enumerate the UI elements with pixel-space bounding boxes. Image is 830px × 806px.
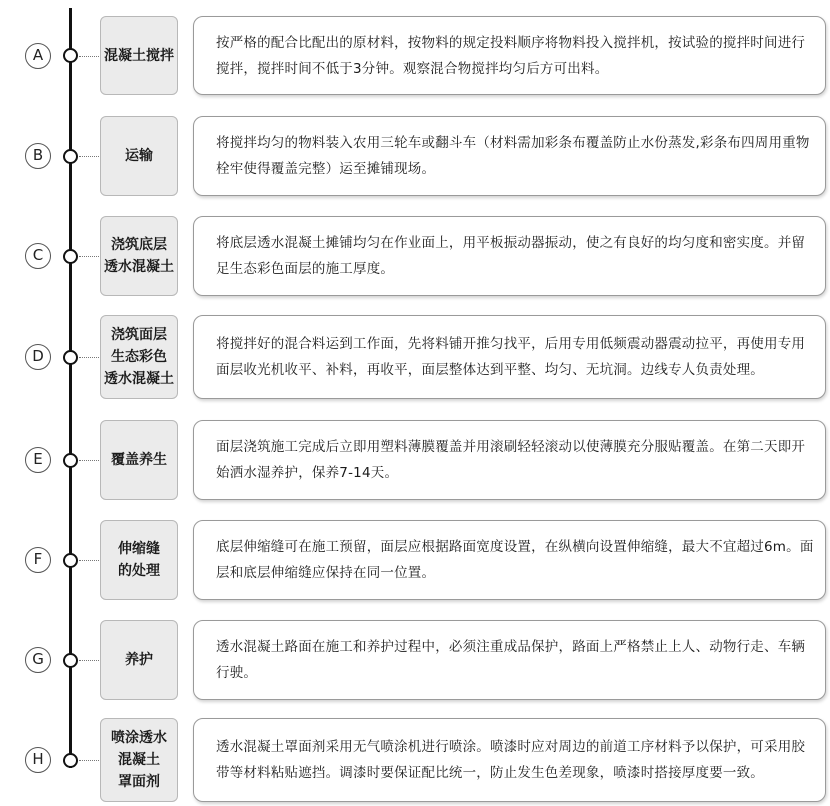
step-title-line: 伸缩缝 bbox=[118, 541, 160, 557]
step-title-line: 的处理 bbox=[118, 563, 160, 579]
step-letter-badge: A bbox=[25, 43, 51, 69]
timeline-node bbox=[63, 653, 78, 668]
step-title-box bbox=[100, 718, 178, 802]
step-description-box bbox=[193, 520, 826, 600]
step-description-text: 将搅拌均匀的物料装入农用三轮车或翻斗车（材料需加彩条布覆盖防止水份蒸发,彩条布四周用重物栓牢使得覆盖完整）运至摊铺现场。 bbox=[216, 135, 810, 177]
timeline-node bbox=[63, 249, 78, 264]
step-title-line: 浇筑面层 bbox=[111, 327, 167, 343]
step-letter-badge: C bbox=[25, 243, 51, 269]
step-description-box bbox=[193, 216, 826, 296]
timeline-node bbox=[63, 350, 78, 365]
step-letter-badge: H bbox=[25, 747, 51, 773]
step-letter-badge: G bbox=[25, 647, 51, 673]
step-description-box bbox=[193, 315, 826, 399]
timeline-node bbox=[63, 553, 78, 568]
step-description-text: 将底层透水混凝土摊铺均匀在作业面上，用平板振动器振动，使之有良好的均匀度和密实度。并留足生态彩色面层的施工厚度。 bbox=[216, 235, 806, 277]
step-title-box bbox=[100, 216, 178, 296]
step-title-line: 养护 bbox=[125, 652, 153, 668]
timeline-node bbox=[63, 149, 78, 164]
step-letter-badge: E bbox=[25, 447, 51, 473]
step-description-text: 底层伸缩缝可在施工预留，面层应根据路面宽度设置，在纵横向设置伸缩缝，最大不宜超过6m。面层和底层伸缩缝应保持在同一位置。 bbox=[216, 539, 814, 581]
step-title-line: 喷涂透水 bbox=[111, 730, 167, 746]
connector-line bbox=[79, 156, 99, 157]
timeline-node bbox=[63, 753, 78, 768]
step-title-line: 罩面剂 bbox=[118, 774, 160, 790]
step-title-box bbox=[100, 315, 178, 399]
connector-line bbox=[79, 760, 99, 761]
timeline-node bbox=[63, 48, 78, 63]
step-title-line: 混凝土搅拌 bbox=[104, 47, 174, 64]
timeline-node bbox=[63, 453, 78, 468]
step-title-box bbox=[100, 420, 178, 500]
step-title-box bbox=[100, 116, 178, 196]
step-title-line: 覆盖养生 bbox=[111, 452, 167, 468]
step-description-box bbox=[193, 420, 826, 500]
step-title-line: 运输 bbox=[125, 148, 153, 164]
step-title-line: 浇筑底层 bbox=[111, 237, 167, 253]
connector-line bbox=[79, 560, 99, 561]
step-title-box bbox=[100, 620, 178, 700]
step-description-text: 按严格的配合比配出的原材料，按物料的规定投料顺序将物料投入搅拌机，按试验的搅拌时间进行搅拌，搅拌时间不低于3分钟。观察混合物搅拌均匀后方可出料。 bbox=[216, 34, 806, 77]
step-letter-badge: F bbox=[25, 547, 51, 573]
connector-line bbox=[79, 256, 99, 257]
step-description-text: 透水混凝土罩面剂采用无气喷涂机进行喷涂。喷漆时应对周边的前道工序材料予以保护，可采用胶带等材料粘贴遮挡。调漆时要保证配比统一，防止发生色差现象，喷漆时搭接厚度要一致。 bbox=[216, 739, 806, 781]
step-title-line: 生态彩色 bbox=[111, 349, 167, 365]
connector-line bbox=[79, 460, 99, 461]
step-title-box bbox=[100, 16, 178, 95]
step-description-box bbox=[193, 620, 826, 700]
step-description-box bbox=[193, 116, 826, 196]
connector-line bbox=[79, 660, 99, 661]
connector-line bbox=[79, 56, 99, 57]
step-description-text: 透水混凝土路面在施工和养护过程中，必须注重成品保护，路面上严格禁止上人、动物行走、车辆行驶。 bbox=[216, 639, 806, 681]
step-title-line: 透水混凝土 bbox=[104, 259, 174, 275]
step-title-line: 混凝土 bbox=[118, 752, 160, 768]
step-letter-badge: D bbox=[25, 344, 51, 370]
step-description-text: 将搅拌好的混合料运到工作面，先将料铺开推匀找平，后用专用低频震动器震动拉平，再使用专用面层收光机收平、补料，再收平，面层整体达到平整、均匀、无坑洞。边线专人负责处理。 bbox=[216, 336, 806, 378]
connector-line bbox=[79, 357, 99, 358]
step-description-box bbox=[193, 718, 826, 802]
step-description-text: 面层浇筑施工完成后立即用塑料薄膜覆盖并用滚刷轻轻滚动以使薄膜充分服贴覆盖。在第二天即开始洒水湿养护，保养7-14天。 bbox=[216, 439, 806, 481]
step-description-box bbox=[193, 16, 826, 95]
step-title-line: 透水混凝土 bbox=[104, 371, 174, 387]
step-title-box bbox=[100, 520, 178, 600]
step-letter-badge: B bbox=[25, 143, 51, 169]
